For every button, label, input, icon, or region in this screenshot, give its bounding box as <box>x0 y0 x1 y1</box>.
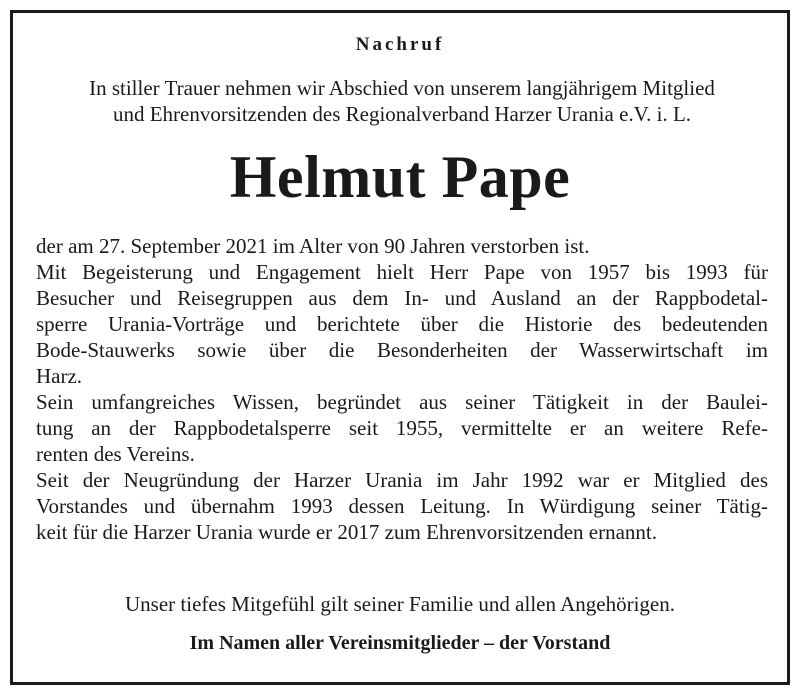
condolence-line: Unser tiefes Mitgefühl gilt seiner Familie und allen Angehörigen. <box>125 592 675 616</box>
obituary-body <box>36 233 768 545</box>
body-line: Besucher und Reisegruppen aus dem In- und Ausland an der Rappbodetal- <box>36 286 768 310</box>
intro-line: und Ehrenvorsitzenden des Regionalverband Harzer Urania e.V. i. L. <box>112 102 692 126</box>
body-line: keit für die Harzer Urania wurde er 2017 zum Ehrenvorsitzenden ernannt. <box>36 520 657 544</box>
signature-line: Im Namen aller Vereinsmitglieder – der Vorstand <box>189 632 611 654</box>
body-line: renten des Vereins. <box>36 442 195 466</box>
body-line: Mit Begeisterung und Engagement hielt Herr Pape von 1957 bis 1993 für <box>36 260 768 284</box>
body-line: Vorstandes und übernahm 1993 dessen Leitung. In Würdigung seiner Tätig- <box>36 494 768 518</box>
body-line: Bode-Stauwerks sowie über die Besonderheiten der Wasserwirtschaft im <box>36 338 768 362</box>
obituary-notice <box>10 10 790 685</box>
body-line: der am 27. September 2021 im Alter von 90 Jahren verstorben ist. <box>36 234 590 258</box>
deceased-name: Helmut Pape <box>229 144 571 210</box>
body-line: tung an der Rappbodetalsperre seit 1955, vermittelte er an weitere Refe- <box>36 416 768 440</box>
body-line: Sein umfangreiches Wissen, begründet aus seiner Tätigkeit in der Baulei- <box>36 390 768 414</box>
body-line: Seit der Neugründung der Harzer Urania im Jahr 1992 war er Mitglied des <box>36 468 768 492</box>
body-line: Harz. <box>36 364 83 388</box>
intro-paragraph <box>36 75 768 127</box>
intro-line: In stiller Trauer nehmen wir Abschied von unserem langjährigem Mitglied <box>89 76 715 100</box>
notice-heading: Nachruf <box>355 34 445 55</box>
body-line: sperre Urania-Vorträge und berichtete über die Historie des bedeutenden <box>36 312 768 336</box>
